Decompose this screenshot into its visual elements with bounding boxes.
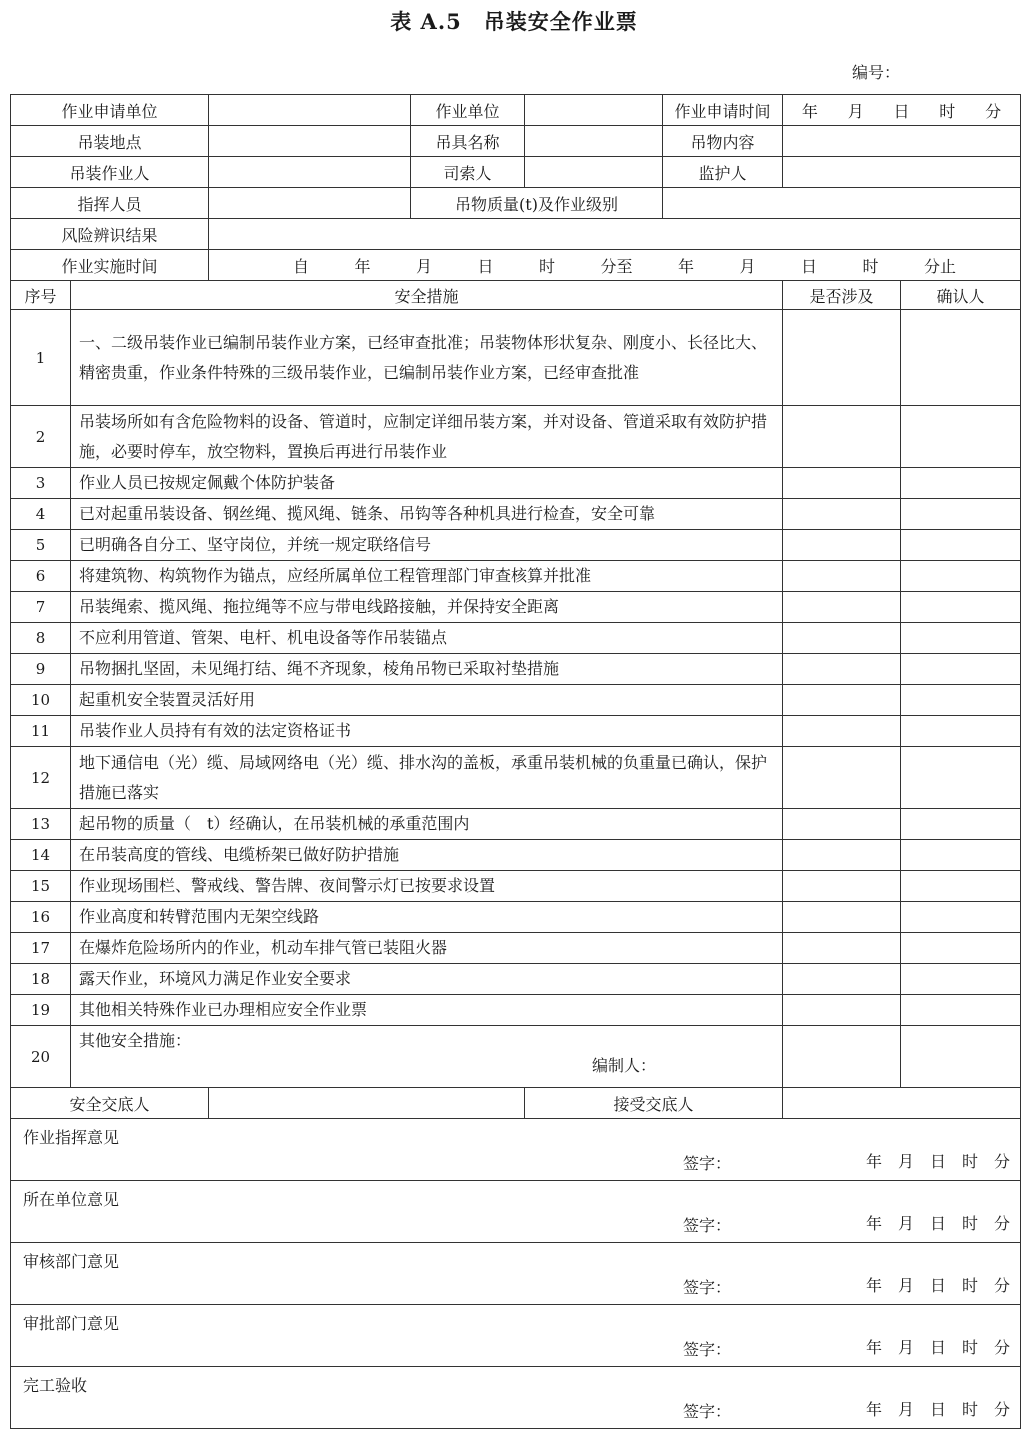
involved-field[interactable]	[783, 530, 901, 561]
measure-number: 9	[11, 654, 71, 685]
signature-date	[850, 1335, 1010, 1358]
measure-text-cell	[71, 592, 783, 623]
date-unit: 日	[929, 1338, 946, 1357]
date-unit: 时	[962, 1276, 979, 1295]
serial-number	[852, 60, 960, 83]
confirmer-field[interactable]	[901, 592, 1021, 623]
involved-field[interactable]	[783, 406, 901, 468]
measure-text: 吊物捆扎坚固，未见绳打结、绳不齐现象，棱角吊物已采取衬垫措施	[79, 659, 560, 678]
date-unit: 月	[897, 1214, 914, 1233]
involved-field[interactable]	[783, 809, 901, 840]
impl-time-unit: 时	[539, 256, 556, 276]
measure-text-cell	[71, 716, 783, 747]
supervisor-field[interactable]	[783, 157, 1021, 188]
handover-row	[11, 1088, 1021, 1119]
measure-row	[11, 1026, 1021, 1088]
measure-text-cell	[71, 809, 783, 840]
confirmer-field[interactable]	[901, 530, 1021, 561]
opinion-field[interactable]	[11, 1181, 1021, 1243]
confirmer-field[interactable]	[901, 840, 1021, 871]
measure-row	[11, 933, 1021, 964]
opinion-label: 作业指挥意见	[23, 1128, 120, 1147]
measure-text-cell	[71, 406, 783, 468]
involved-field[interactable]	[783, 499, 901, 530]
apply-unit-label: 作业申请单位	[11, 95, 209, 126]
work-unit-field[interactable]	[525, 95, 663, 126]
involved-field[interactable]	[783, 964, 901, 995]
measure-text: 在吊装高度的管线、电缆桥架已做好防护措施	[79, 845, 400, 864]
signature-label: 签字：	[683, 1340, 732, 1359]
involved-field[interactable]	[783, 468, 901, 499]
measure-text: 已对起重吊装设备、钢丝绳、揽风绳、链条、吊钩等各种机具进行检查，安全可靠	[79, 504, 656, 523]
measure-text: 在爆炸危险场所内的作业，机动车排气管已装阻火器	[79, 938, 448, 957]
apply-minute-unit: 分	[985, 101, 1002, 121]
impl-time-unit: 日	[477, 256, 494, 276]
opinion-row	[11, 1243, 1021, 1305]
measure-text: 不应利用管道、管架、电杆、机电设备等作吊装锚点	[79, 628, 448, 647]
date-unit: 年	[865, 1214, 882, 1233]
confirmer-field[interactable]	[901, 468, 1021, 499]
measure-row	[11, 561, 1021, 592]
confirmer-field[interactable]	[901, 902, 1021, 933]
risk-result-field[interactable]	[209, 219, 1021, 250]
measure-text: 作业高度和转臂范围内无架空线路	[79, 907, 320, 926]
measure-number: 1	[11, 310, 71, 406]
confirmer-field[interactable]	[901, 561, 1021, 592]
load-content-label: 吊物内容	[663, 126, 783, 157]
measure-row	[11, 530, 1021, 561]
signature-label: 签字：	[683, 1154, 732, 1173]
location-field[interactable]	[209, 126, 411, 157]
measure-text-cell	[71, 902, 783, 933]
supervisor-label: 监护人	[663, 157, 783, 188]
handover-giver-field[interactable]	[209, 1088, 525, 1119]
opinion-row	[11, 1367, 1021, 1429]
worker-label: 吊装作业人	[11, 157, 209, 188]
involved-field[interactable]	[783, 1026, 901, 1088]
handover-receiver-field[interactable]	[783, 1088, 1021, 1119]
measure-text-cell	[71, 561, 783, 592]
measure-row	[11, 964, 1021, 995]
date-unit: 分	[994, 1214, 1011, 1233]
date-unit: 月	[897, 1400, 914, 1419]
impl-time-unit: 月	[416, 256, 433, 276]
confirmer-field[interactable]	[901, 747, 1021, 809]
signature-date	[850, 1397, 1010, 1420]
measure-number: 8	[11, 623, 71, 654]
measure-text: 吊装作业人员持有有效的法定资格证书	[79, 721, 352, 740]
signature-date	[850, 1211, 1010, 1234]
measure-number: 5	[11, 530, 71, 561]
rigging-name-label: 吊具名称	[411, 126, 525, 157]
compiler-label: 编制人：	[592, 1056, 657, 1075]
measure-text-cell	[71, 530, 783, 561]
permit-table	[10, 94, 1021, 1429]
measure-text: 起重机安全装置灵活好用	[79, 690, 256, 709]
involved-field[interactable]	[783, 902, 901, 933]
confirmer-field[interactable]	[901, 406, 1021, 468]
date-unit: 时	[962, 1338, 979, 1357]
measure-number: 20	[11, 1026, 71, 1088]
measure-number: 4	[11, 499, 71, 530]
measure-text-cell	[71, 1026, 783, 1088]
date-unit: 年	[865, 1400, 882, 1419]
measure-number: 17	[11, 933, 71, 964]
load-content-field[interactable]	[783, 126, 1021, 157]
confirmer-field[interactable]	[901, 499, 1021, 530]
measure-row	[11, 654, 1021, 685]
measure-text: 露天作业，环境风力满足作业安全要求	[79, 969, 352, 988]
measure-number: 13	[11, 809, 71, 840]
commander-field[interactable]	[209, 188, 411, 219]
confirmer-field[interactable]	[901, 809, 1021, 840]
date-unit: 日	[929, 1400, 946, 1419]
location-label: 吊装地点	[11, 126, 209, 157]
no-header: 序号	[11, 281, 71, 310]
impl-time-unit: 年	[678, 256, 695, 276]
impl-time-unit: 时	[862, 256, 879, 276]
form-title: 表 A.5 吊装安全作业票	[390, 9, 638, 34]
involved-field[interactable]	[783, 654, 901, 685]
measure-row	[11, 499, 1021, 530]
rigger-label: 司索人	[411, 157, 525, 188]
date-unit: 分	[994, 1400, 1011, 1419]
measure-text-cell	[71, 933, 783, 964]
date-unit: 日	[929, 1214, 946, 1233]
measure-row	[11, 840, 1021, 871]
opinion-field[interactable]	[11, 1367, 1021, 1429]
measure-text: 吊装绳索、揽风绳、拖拉绳等不应与带电线路接触，并保持安全距离	[79, 597, 560, 616]
date-unit: 月	[897, 1276, 914, 1295]
measure-row	[11, 871, 1021, 902]
work-unit-label: 作业单位	[411, 95, 525, 126]
date-unit: 时	[962, 1214, 979, 1233]
signature-date	[850, 1273, 1010, 1296]
measure-text: 已明确各自分工、坚守岗位，并统一规定联络信号	[79, 535, 432, 554]
measure-text-cell	[71, 499, 783, 530]
measure-text-cell	[71, 995, 783, 1026]
measure-row	[11, 406, 1021, 468]
measure-header: 安全措施	[71, 281, 783, 310]
measure-text-cell	[71, 964, 783, 995]
measure-number: 14	[11, 840, 71, 871]
apply-year-unit: 年	[801, 101, 818, 121]
opinion-row	[11, 1305, 1021, 1367]
measure-number: 6	[11, 561, 71, 592]
involved-field[interactable]	[783, 561, 901, 592]
opinion-field[interactable]	[11, 1119, 1021, 1181]
impl-time-unit: 日	[801, 256, 818, 276]
measure-text: 一、二级吊装作业已编制吊装作业方案，已经审查批准；吊装物体形状复杂、刚度小、长径比大、精密贵重，作业条件特殊的三级吊装作业，已编制吊装作业方案，已经审查批准	[79, 332, 768, 382]
measure-text: 其他相关特殊作业已办理相应安全作业票	[79, 1000, 368, 1019]
involved-field[interactable]	[783, 623, 901, 654]
rigging-name-field[interactable]	[525, 126, 663, 157]
involved-field[interactable]	[783, 840, 901, 871]
confirmer-field[interactable]	[901, 1026, 1021, 1088]
impl-time-unit: 自	[293, 256, 310, 276]
measure-text-cell	[71, 310, 783, 406]
confirmer-field[interactable]	[901, 623, 1021, 654]
impl-time-field[interactable]	[209, 250, 1021, 281]
involved-field[interactable]	[783, 310, 901, 406]
apply-month-unit: 月	[847, 101, 864, 121]
apply-unit-field[interactable]	[209, 95, 411, 126]
serial-label: 编号：	[852, 63, 901, 82]
measure-number: 11	[11, 716, 71, 747]
measure-text-cell	[71, 623, 783, 654]
handover-giver-label: 安全交底人	[11, 1088, 209, 1119]
handover-receiver-label: 接受交底人	[525, 1088, 783, 1119]
opinion-field[interactable]	[11, 1305, 1021, 1367]
date-unit: 时	[962, 1152, 979, 1171]
measure-text-cell	[71, 747, 783, 809]
apply-time-field[interactable]	[783, 95, 1021, 126]
date-unit: 分	[994, 1338, 1011, 1357]
date-unit: 分	[994, 1152, 1011, 1171]
involved-field[interactable]	[783, 995, 901, 1026]
measure-row	[11, 902, 1021, 933]
load-mass-level-label: 吊物质量(t)及作业级别	[411, 188, 663, 219]
measure-text-cell	[71, 840, 783, 871]
measure-number: 7	[11, 592, 71, 623]
involved-field[interactable]	[783, 685, 901, 716]
date-unit: 年	[865, 1276, 882, 1295]
measure-number: 10	[11, 685, 71, 716]
measure-number: 12	[11, 747, 71, 809]
opinion-field[interactable]	[11, 1243, 1021, 1305]
measure-number: 2	[11, 406, 71, 468]
involved-field[interactable]	[783, 716, 901, 747]
involved-header: 是否涉及	[783, 281, 901, 310]
worker-field[interactable]	[209, 157, 411, 188]
opinion-row	[11, 1119, 1021, 1181]
measure-row	[11, 623, 1021, 654]
measure-text: 起吊物的质量（ t）经确认，在吊装机械的承重范围内	[79, 814, 470, 833]
apply-hour-unit: 时	[939, 101, 956, 121]
measure-number: 15	[11, 871, 71, 902]
confirmer-field[interactable]	[901, 685, 1021, 716]
opinion-label: 审批部门意见	[23, 1314, 120, 1333]
signature-label: 签字：	[683, 1278, 732, 1297]
date-unit: 年	[865, 1338, 882, 1357]
measure-number: 19	[11, 995, 71, 1026]
measure-text: 吊装场所如有含危险物料的设备、管道时，应制定详细吊装方案，并对设备、管道采取有效防护措施，必要时停车，放空物料，置换后再进行吊装作业	[79, 411, 768, 461]
confirmer-field[interactable]	[901, 654, 1021, 685]
confirmer-field[interactable]	[901, 995, 1021, 1026]
measure-text-cell	[71, 468, 783, 499]
commander-label: 指挥人员	[11, 188, 209, 219]
impl-time-unit: 年	[354, 256, 371, 276]
confirmer-field[interactable]	[901, 716, 1021, 747]
impl-time-unit: 分至	[600, 256, 633, 276]
measure-row	[11, 809, 1021, 840]
impl-time-unit: 分止	[924, 256, 957, 276]
date-unit: 月	[897, 1152, 914, 1171]
signature-label: 签字：	[683, 1216, 732, 1235]
date-unit: 年	[865, 1152, 882, 1171]
date-unit: 时	[962, 1400, 979, 1419]
load-mass-level-field[interactable]	[663, 188, 1021, 219]
date-unit: 月	[897, 1338, 914, 1357]
impl-time-label: 作业实施时间	[11, 250, 209, 281]
measure-row	[11, 716, 1021, 747]
apply-time-label: 作业申请时间	[663, 95, 783, 126]
date-unit: 日	[929, 1152, 946, 1171]
measure-number: 3	[11, 468, 71, 499]
measure-number: 16	[11, 902, 71, 933]
measure-text: 其他安全措施：	[79, 1031, 192, 1050]
risk-result-label: 风险辨识结果	[11, 219, 209, 250]
confirmer-header: 确认人	[901, 281, 1021, 310]
measure-row	[11, 310, 1021, 406]
measure-text: 作业人员已按规定佩戴个体防护装备	[79, 473, 336, 492]
opinion-label: 完工验收	[23, 1376, 88, 1395]
measure-text: 作业现场围栏、警戒线、警告牌、夜间警示灯已按要求设置	[79, 876, 496, 895]
confirmer-field[interactable]	[901, 933, 1021, 964]
opinion-label: 所在单位意见	[23, 1190, 120, 1209]
measure-text: 将建筑物、构筑物作为锚点，应经所属单位工程管理部门审查核算并批准	[79, 566, 592, 585]
signature-date	[850, 1149, 1010, 1172]
apply-day-unit: 日	[893, 101, 910, 121]
date-unit: 日	[929, 1276, 946, 1295]
date-unit: 分	[994, 1276, 1011, 1295]
impl-time-unit: 月	[739, 256, 756, 276]
measure-text-cell	[71, 654, 783, 685]
measure-row	[11, 995, 1021, 1026]
opinion-row	[11, 1181, 1021, 1243]
confirmer-field[interactable]	[901, 310, 1021, 406]
measure-row	[11, 685, 1021, 716]
rigger-field[interactable]	[525, 157, 663, 188]
measure-row	[11, 468, 1021, 499]
measure-number: 18	[11, 964, 71, 995]
involved-field[interactable]	[783, 747, 901, 809]
measure-text-cell	[71, 685, 783, 716]
confirmer-field[interactable]	[901, 871, 1021, 902]
signature-label: 签字：	[683, 1402, 732, 1421]
measure-row	[11, 747, 1021, 809]
involved-field[interactable]	[783, 933, 901, 964]
measure-text: 地下通信电（光）缆、局域网络电（光）缆、排水沟的盖板，承重吊装机械的负重量已确认，保护措施已落实	[79, 752, 768, 802]
involved-field[interactable]	[783, 592, 901, 623]
measure-text-cell	[71, 871, 783, 902]
opinion-label: 审核部门意见	[23, 1252, 120, 1271]
confirmer-field[interactable]	[901, 964, 1021, 995]
measure-row	[11, 592, 1021, 623]
involved-field[interactable]	[783, 871, 901, 902]
